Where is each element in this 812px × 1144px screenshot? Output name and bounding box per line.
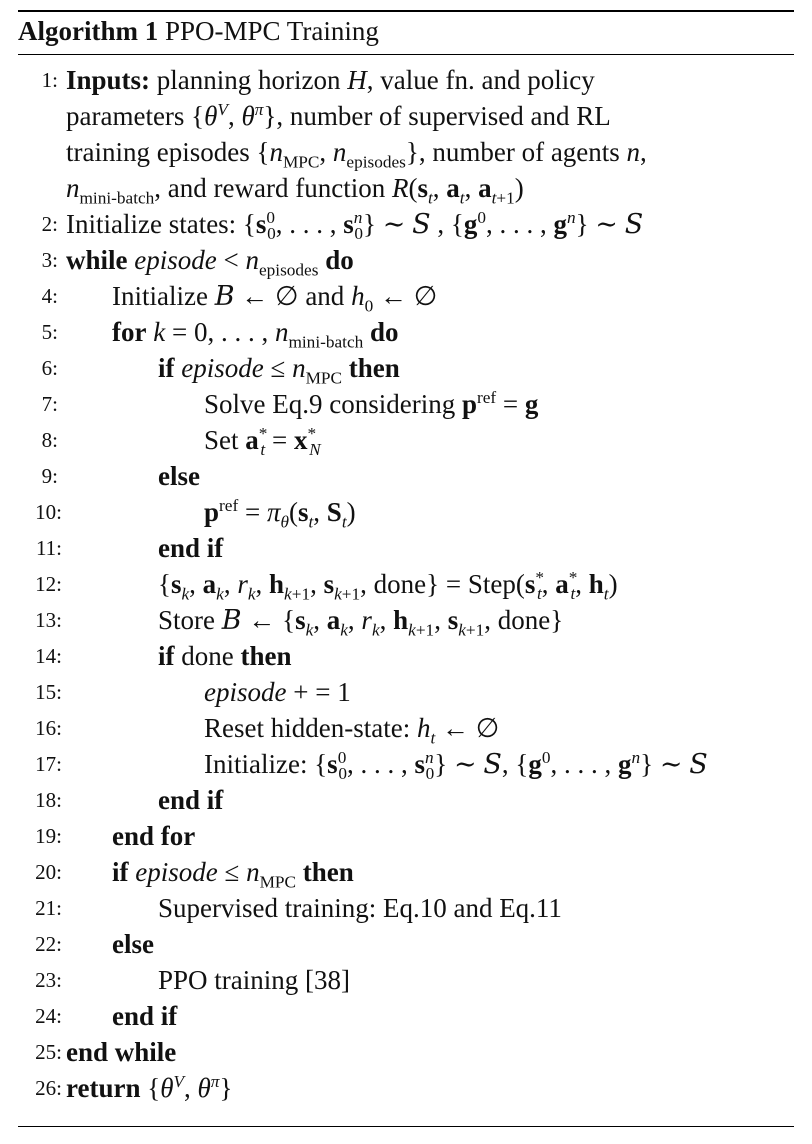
line-text: end for — [112, 821, 196, 851]
line-number: 7: — [41, 392, 58, 416]
algo-line-10 — [0, 494, 812, 530]
bottom-rule — [18, 1126, 794, 1127]
line-text: while episode < $n_{episodes}$ do — [66, 245, 354, 280]
top-rule — [18, 10, 794, 12]
line-number: 22: — [35, 932, 62, 956]
line-number: 23: — [35, 968, 62, 992]
algo-line-7 — [0, 386, 812, 422]
line-text: for k = 0, . . . , $n_{mini-batch}$ do — [112, 317, 399, 352]
line-text: end if — [158, 533, 224, 563]
line-text: episode + = 1 — [204, 677, 351, 707]
title-rule — [18, 54, 794, 55]
algo-line-8 — [0, 422, 812, 458]
algo-line-25 — [0, 1034, 812, 1070]
line-text: Set $a^*_t = x^*_N$ — [204, 424, 321, 460]
algo-line-14 — [0, 638, 812, 674]
line-text: end if — [112, 1001, 178, 1031]
algo-line-11 — [0, 530, 812, 566]
algo-line-3 — [0, 242, 812, 278]
algo-line-12 — [0, 566, 812, 602]
line-number: 3: — [41, 248, 58, 272]
algo-line-17 — [0, 746, 812, 782]
line-number: 25: — [35, 1040, 62, 1064]
line-number: 17: — [35, 752, 62, 776]
algo-line-16 — [0, 710, 812, 746]
algo-line-20 — [0, 854, 812, 890]
line-number: 15: — [35, 680, 62, 704]
line-number: 21: — [35, 896, 62, 920]
line-text: Initialize states: {$s^0_0$, . . . , $s^n_0$} ∼ S , {$g^0$, . . . , $g^n$} ∼ S — [66, 208, 644, 244]
algorithm-name: PPO-MPC Training — [164, 16, 379, 46]
algo-line-9 — [0, 458, 812, 494]
line-number: 10: — [35, 500, 62, 524]
algo-line-1: 1: Inputs: planning horizon H, value fn. and policy parameters {$\theta^V$, $\theta^\pi$}, number of supervised and RL training episodes {$n_{MPC}$, $n_{episodes}$}, number of agents n, $n_{mini-batch}$, and reward function $R(s_t$, $a_t$, $a_{t+1}$) — [0, 62, 812, 206]
algo-line-18 — [0, 782, 812, 818]
line-text: return {$\theta^V$, $\theta^\pi$} — [66, 1072, 233, 1103]
algo-line-4 — [0, 278, 812, 314]
line-number: 4: — [41, 284, 58, 308]
algo-line-23 — [0, 962, 812, 998]
line-text: Supervised training: Eq.10 and Eq.11 — [158, 893, 562, 923]
algo-line-24 — [0, 998, 812, 1034]
line-number: 19: — [35, 824, 62, 848]
line-number: 18: — [35, 788, 62, 812]
algo-line-19 — [0, 818, 812, 854]
line-text: Reset hidden-state: $h_t$ ← ∅ — [204, 713, 500, 748]
line-text: PPO training [38] — [158, 965, 350, 995]
line-text: $p^{ref} = \pi_\theta(s_t$, $S_t$) — [204, 496, 356, 532]
line-number: 20: — [35, 860, 62, 884]
line-text: end while — [66, 1037, 177, 1067]
line-text: if done then — [158, 641, 292, 671]
line-number: 14: — [35, 644, 62, 668]
algo-line-2 — [0, 206, 812, 242]
line-number: 9: — [41, 464, 58, 488]
line-number: 26: — [35, 1076, 62, 1100]
line-text: else — [112, 929, 154, 959]
algo-line-22 — [0, 926, 812, 962]
line-number: 8: — [41, 428, 58, 452]
line-number: 6: — [41, 356, 58, 380]
line-text: end if — [158, 785, 224, 815]
line-number: 1: — [41, 68, 58, 92]
line-text: Store B ← {$s_k$, $a_k$, $r_k$, $h_{k+1}$, $s_{k+1}$, done} — [158, 605, 564, 640]
algo-line-15 — [0, 674, 812, 710]
line-text: Solve Eq.9 considering $p^{ref} = g$ — [204, 388, 539, 419]
algo-line-21 — [0, 890, 812, 926]
line-text: if episode ≤ $n_{MPC}$ then — [112, 857, 354, 892]
algorithm-title — [18, 14, 379, 48]
algo-line-13 — [0, 602, 812, 638]
algo-line-5 — [0, 314, 812, 350]
line-number: 16: — [35, 716, 62, 740]
line-text: else — [158, 461, 200, 491]
algo-line-26 — [0, 1070, 812, 1106]
line-number: 12: — [35, 572, 62, 596]
line-text: if episode ≤ $n_{MPC}$ then — [158, 353, 400, 388]
line-number: 11: — [35, 536, 62, 560]
line-number: 24: — [35, 1004, 62, 1028]
line-number: 5: — [41, 320, 58, 344]
algo-line-6 — [0, 350, 812, 386]
line-text: Initialize B ← ∅ and $h_0$ ← ∅ — [112, 281, 438, 316]
algorithm-label: Algorithm 1 — [18, 16, 159, 46]
line-number: 13: — [35, 608, 62, 632]
line-number: 2: — [41, 212, 58, 236]
line-text: Inputs: planning horizon H, value fn. and policy — [66, 65, 595, 95]
line-text: Initialize: {$s^0_0$, . . . , $s^n_0$} ∼ S, {$g^0$, . . . , $g^n$} ∼ S — [204, 748, 708, 784]
line-text: {$s_k$, $a_k$, $r_k$, $h_{k+1}$, $s_{k+1}$, done} = $Step(s^*_t$, $a^*_t$, $h_t$) — [158, 568, 618, 604]
